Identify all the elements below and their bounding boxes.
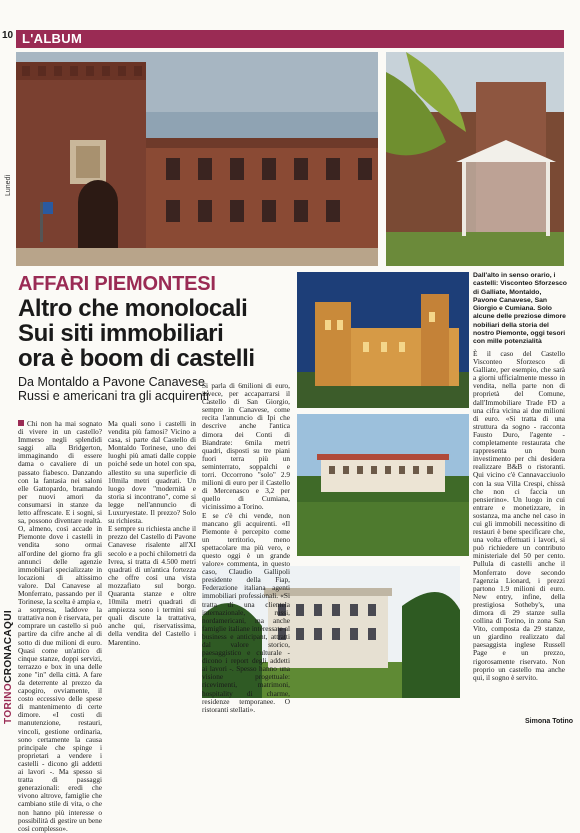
subhead-line: Da Montaldo a Pavone Canavese <box>18 375 205 389</box>
castle-pavone-photo <box>297 414 469 556</box>
body-paragraph: Chi non ha mai sognato di vivere in un castello? Immerso negli splendidi saggi alla Bridgerton, immaginando di essere dama o cavaliere di un passato fiabesco. Danzando con la fantasia nei saloni elle Gattopardo, bramando per nuovi amori da consumarsi in stanze da letto affrescate. E i sogni, si sa, possono diventare realtà. O, almeno, così accade in Piemonte dove i castelli in vendita sono ormai all'ordine del giorno fra gli annunci delle agenzie immobiliari specializzate in locazioni di altissimo valore. Dal Canavese al Monferrato, passando per il Torinese, la scelta è ampia e, a sorpresa, laddove la trattativa non è riservata, per comprare un castello si può partire da cifre anche al di sotto di due milioni di euro. Quasi come un'attico di cinque stanze, doppi servizi, terrazzo e box in una delle zone "in" della città. A fare da deterrente al prezzo da capogiro, ovviamente, il costo eccessivo delle spese di mantenimento di certe dimore. «I costi di manutenzione, restauri, vincoli, gestione ordinaria, sono certamente la causa principale che spinge i proprietari a vendere i castelli - dicono gli addetti ai lavori -. Ma spesso si tratta di passaggi generazionali: eredi che vivono altrove, famiglie che cambiano stile di vita, o che non hanno più interesse o possibilità di gestire un bene così complesso». <box>18 419 102 833</box>
article-column-3 <box>202 381 290 714</box>
body-paragraph: Ma quali sono i castelli in vendita più famosi? Vicino a casa, si parte dal Castello di Montaldo Torinese, uno dei luoghi più amati dalle coppie poiché sede un hotel con spa, allestito su una superficie di 10mila metri quadrati. Un luogo dove "modernità e storia si incontrano", come si legge nell'annuncio di Luxuryestate. Il prezzo? Solo su richiesta. <box>108 419 196 526</box>
section-header: L'ALBUM <box>16 30 564 48</box>
article-byline: Simona Totino <box>525 718 574 725</box>
newspaper-brand <box>3 610 14 724</box>
lead-bullet <box>18 420 24 426</box>
headline-line: Altro che monolocali <box>18 295 248 322</box>
article-kicker: AFFARI PIEMONTESI <box>18 273 216 295</box>
body-paragraph: Si parla di 6milioni di euro, invece, per accaparrarsi il Castello di San Giorgio, sempre in Canavese, come recita l'annuncio di Ipi che descrive anche l'antica dimora dei Conti di Biandrate: 6mila metri quadri, disposti su tre piani fuori terra più un seminterrato, soppalchi e torri. Occorrono "solo" 2.9 milioni di euro per il Castello di Mercenasco e 3,2 per quello di Cumiana, vicinissimo a Torino. <box>202 381 290 512</box>
body-paragraph: E sempre su richiesta anche il prezzo del Castello di Pavone Canavese risalente all'XI secolo e a pochi chilometri da Ivrea, si tratta di 4.500 metri quadrati di un'antica fortezza che offre così una vista mozzafiato sul borgo. Quaranta stanze e oltre 10mila metri quadrati di ampiezza sono i termini sui quali discute la trattativa, anche qui, riservatissima, della vendita del Castello i Marentino. <box>108 524 196 647</box>
castle-galliate-photo <box>16 52 378 266</box>
photo-caption: Dall'alto in senso orario, i castelli: Visconteo Sforzesco di Galliate, Montaldo, Pavone Canavese, San Giorgio e Cumiana. Solo alcune delle preziose dimore nobiliari della storia del nostro Piemonte, oggi tesori con mille potenzialità <box>473 272 567 346</box>
article-column-1 <box>18 419 102 833</box>
article-headline <box>18 296 293 371</box>
side-label: Lunedì <box>5 174 12 196</box>
article-column-2 <box>108 420 196 716</box>
body-paragraph: E se c'è chi vende, non mancano gli acquirenti. «Il Piemonte è percepito come un territorio, meno spettacolare ma più vero, e questo oggi è un grande valore» commenta, in questo caso, Claudio Gallipoli presidente della Fiap, Federazione italiana agenti immobiliari professionali. «Si tratta di una clientela internazionale, russi, nordamericani, ma anche famiglie italiane interessate al business e anticipant, attratti dal valore storico, paesaggistico e culturale - dicono i report degli addetti ai lavori -. Spesso hanno una visione progettuale: ricevimenti, matrimoni, hospitality di charme, residenze temporanee. O ristoranti stellati». <box>202 510 290 714</box>
castle-montaldo-night-photo <box>297 272 469 408</box>
brand-part-a: TORINO <box>3 682 14 724</box>
headline-line: Sui siti immobiliari <box>18 320 224 347</box>
brand-part-b: CRONACAQUI <box>3 610 14 683</box>
article-column-4 <box>473 350 565 712</box>
body-paragraph: È il caso del Castello Visconteo Sforzesco di Galliate, per esempio, che sarà a giorni ufficialmente messo in vendita, nella parte non di proprietà del Comune, dall'Immobiliare Trade FD a una cifra vicina ai due milioni di euro. «Si tratta di una struttura da sogno - racconta Fausto Duro, l'agente - completamente restaurata che rappresenta un buon investimento per chi desidera realizzare B&B o ristoranti. Qui vicino c'è Cannavacciuolo con la sua Villa Crespi, chissà che non ci faccia un pensierino». Un luogo in cui entrare e monetizzare, in sostanza, ma anche nel caso in cui gli immobili necessitino di restauri è bene specificare che, una volta effettuati i lavori, si può richiedere un contributo ministeriale del 50 per cento. Pullula di castelli anche il Monferrato dove secondo l'agenzia Lionard, i prezzi partono 1.9 milioni di euro. New entry, infine, della prestigiosa Sotheby's, una dimora di 29 stanze sulla collina di Torino, in zona San Vito, composta da 29 stanze, un giardino realizzato dal paesaggista inglese Russell Page e un prezzo, rigorosamente riservato. Non proprio un castello ma anche qui, il sogno è servito. <box>473 349 565 682</box>
subhead-line: Russi e americani tra gli acquirenti <box>18 389 210 403</box>
headline-line: ora è boom di castelli <box>18 345 255 372</box>
castle-gazebo-photo <box>386 52 564 266</box>
page-number: 10 <box>2 30 14 41</box>
